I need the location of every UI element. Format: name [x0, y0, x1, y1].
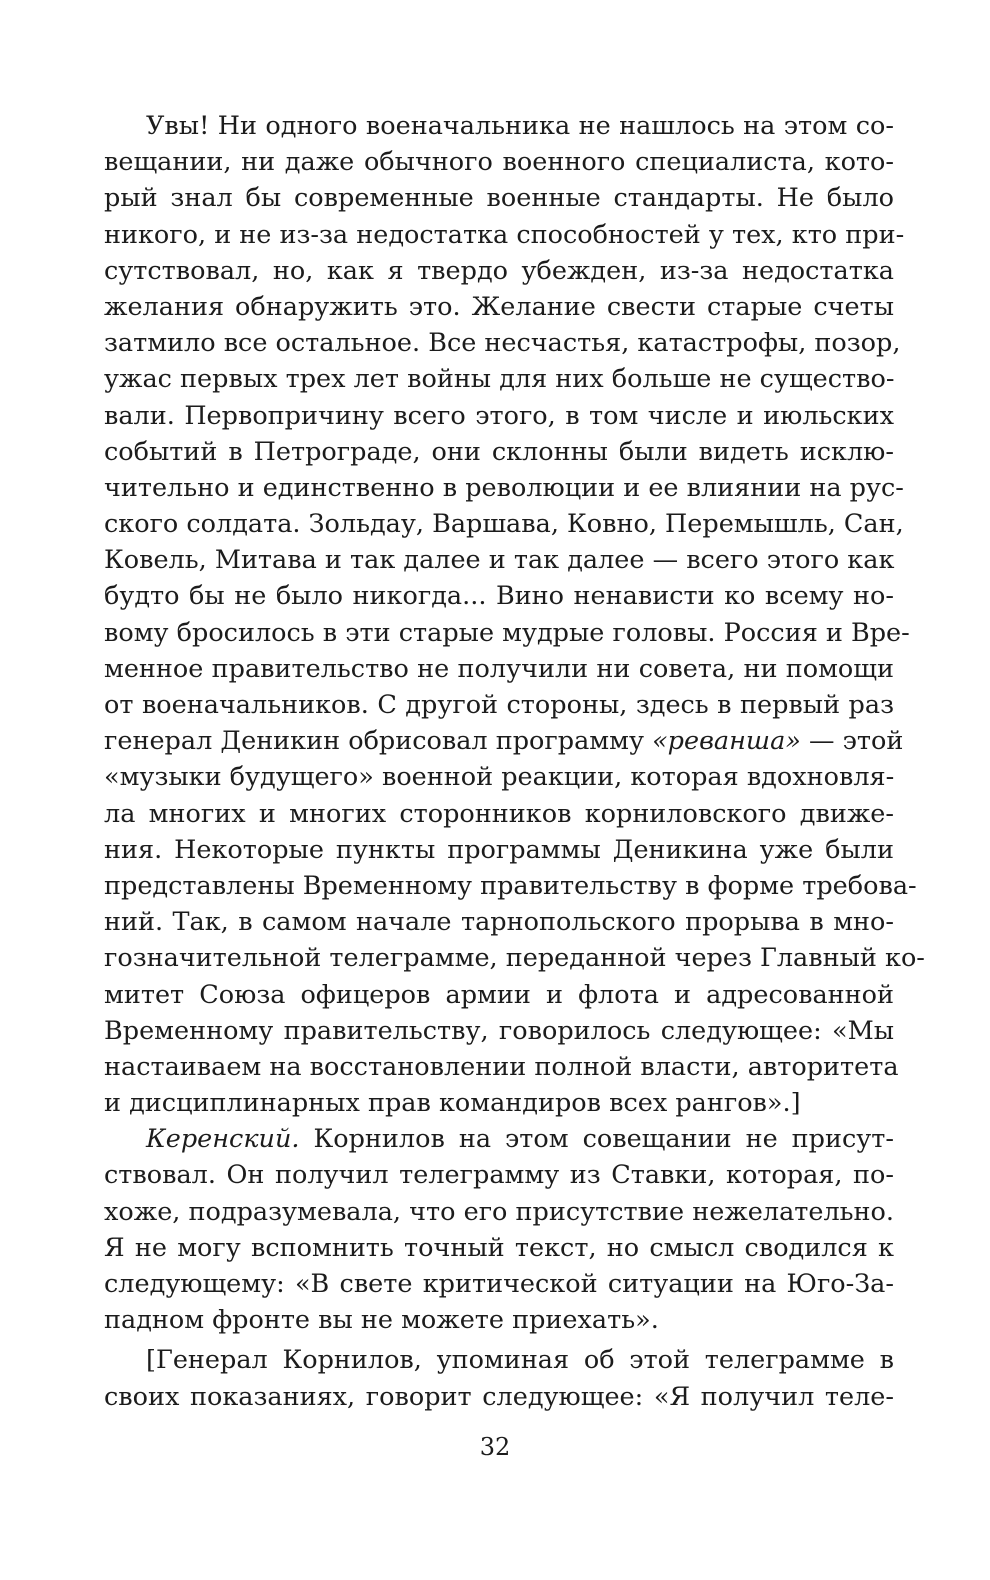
text-line: ния. Некоторые пункты программы Деникина уже были	[104, 834, 894, 865]
text-line: представлены Временному правительству в форме требова-	[104, 870, 917, 901]
text-line: вому бросилось в эти старые мудрые головы. Россия и Вре-	[104, 617, 910, 648]
text-line: ла многих и многих сторонников корниловского движе-	[104, 798, 894, 829]
text-line: гозначительной телеграмме, переданной через Главный ко-	[104, 943, 925, 974]
text-line: следующему: «В свете критической ситуации на Юго-За-	[104, 1269, 894, 1299]
text-line: вещании, ни даже обычного военного специалиста, кото-	[104, 147, 894, 178]
text-segment: генерал Деникин обрисовал программу	[104, 726, 653, 757]
body-text	[104, 108, 925, 1415]
italic-term: «реванша»	[652, 726, 801, 757]
text-line: от военачальников. С другой стороны, здесь в первый раз	[104, 690, 894, 720]
text-line: событий в Петрограде, они склонны были видеть исклю-	[104, 436, 894, 467]
text-line: ний. Так, в самом начале тарнопольского прорыва в мно-	[104, 907, 894, 938]
text-line: рый знал бы современные военные стандарты. Не было	[104, 183, 894, 214]
page-number: 32	[479, 1433, 511, 1461]
text-line: желания обнаружить это. Желание свести старые счеты	[104, 291, 894, 322]
text-segment: — этой	[800, 726, 904, 757]
text-line: митет Союза офицеров армии и флота и адресованной	[104, 979, 894, 1010]
text-line-with-speaker	[104, 1121, 894, 1157]
text-line: затмило все остальное. Все несчастья, катастрофы, позор,	[104, 328, 901, 359]
text-segment: Корнилов на этом совещании не присут-	[299, 1124, 894, 1155]
text-line: своих показаниях, говорит следующее: «Я получил теле-	[104, 1381, 894, 1412]
speaker-name: Керенский.	[146, 1124, 300, 1155]
text-line-with-italic	[104, 723, 904, 759]
text-line: падном фронте вы не можете приехать».	[104, 1305, 659, 1336]
text-line: ствовал. Он получил телеграмму из Ставки, которая, по-	[104, 1160, 894, 1191]
text-line: сутствовал, но, как я твердо убежден, из-за недостатка	[104, 255, 894, 286]
text-line: «музыки будущего» военной реакции, которая вдохновля-	[104, 762, 895, 793]
text-line: ского солдата. Зольдау, Варшава, Ковно, Перемышль, Сан,	[104, 509, 904, 540]
text-line: [Генерал Корнилов, упоминая об этой телеграмме в	[146, 1345, 894, 1376]
text-line: Ковель, Митава и так далее и так далее — всего этого как	[104, 545, 895, 576]
text-line: никого, и не из-за недостатка способностей у тех, кто при-	[104, 219, 905, 250]
text-line: и дисциплинарных прав командиров всех рангов».]	[104, 1088, 801, 1119]
text-line: вали. Первопричину всего этого, в том числе и июльских	[104, 400, 894, 431]
text-line: Временному правительству, говорилось следующее: «Мы	[104, 1015, 894, 1046]
text-line: Увы! Ни одного военачальника не нашлось на этом со-	[146, 111, 894, 141]
text-line: настаиваем на восстановлении полной власти, авторитета	[104, 1051, 899, 1082]
text-line: хоже, подразумевала, что его присутствие нежелательно.	[104, 1196, 894, 1227]
text-line: Я не могу вспомнить точный текст, но смысл сводился к	[104, 1232, 894, 1263]
text-line: чительно и единственно в революции и ее влиянии на рус-	[104, 472, 904, 503]
text-line: ужас первых трех лет войны для них больше не существо-	[104, 364, 895, 395]
text-line: менное правительство не получили ни совета, ни помощи	[104, 653, 894, 684]
text-line: будто бы не было никогда... Вино ненависти ко всему но-	[104, 581, 894, 612]
